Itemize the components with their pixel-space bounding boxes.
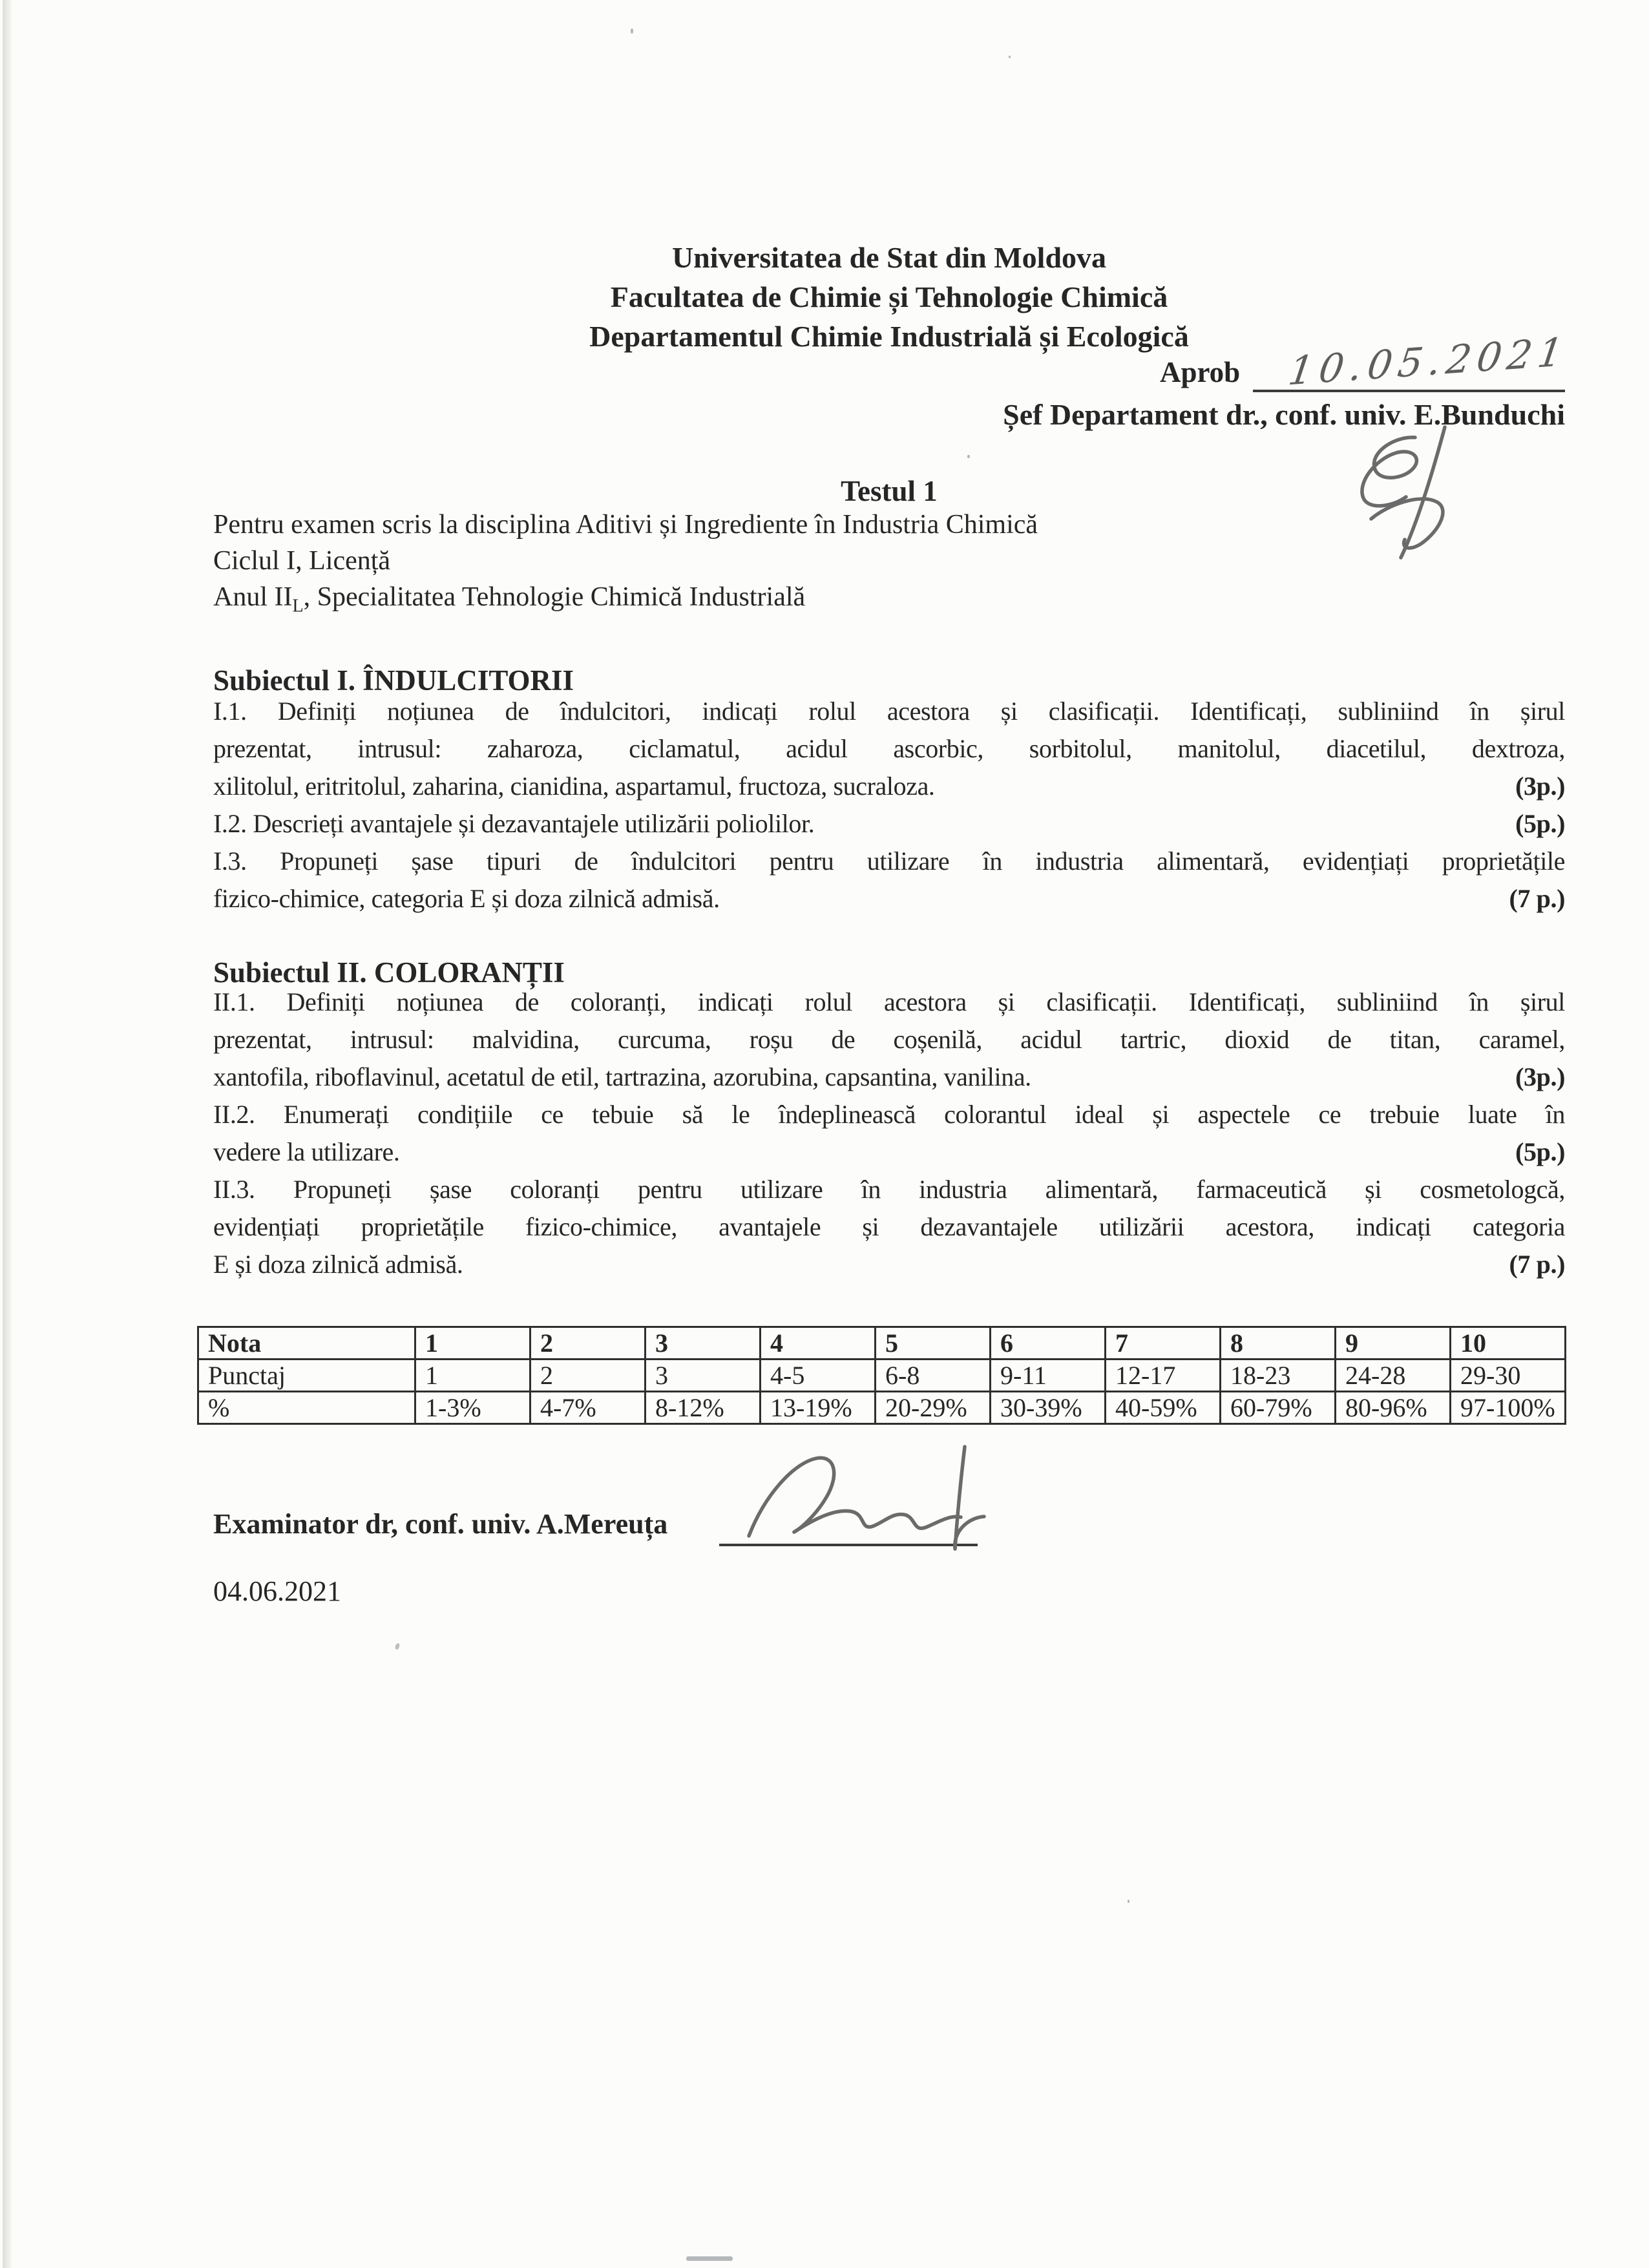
speciality-text: , Specialitatea Tehnologie Chimică Industrială <box>303 582 806 612</box>
table-cell: 4 <box>761 1327 876 1360</box>
table-cell: 3 <box>646 1360 761 1392</box>
item-ii1-text: xantofila, riboflavinul, acetatul de etil, tartrazina, azorubina, capsantina, vanilina. <box>213 1062 1031 1091</box>
item-i3-points: (7 p.) <box>1509 884 1565 913</box>
faculty-name: Facultatea de Chimie și Tehnologie Chimică <box>610 280 1168 313</box>
row-label-percent: % <box>198 1392 415 1424</box>
table-cell: 4-7% <box>530 1392 646 1424</box>
item-ii2-text: vedere la utilizare. <box>213 1137 400 1166</box>
subject1-heading: Subiectul I. ÎNDULCITORII <box>213 664 574 697</box>
item-ii3-points: (7 p.) <box>1509 1250 1565 1279</box>
table-cell: 12-17 <box>1106 1360 1221 1392</box>
table-cell: 1 <box>415 1327 530 1360</box>
table-cell: 1-3% <box>415 1392 530 1424</box>
table-cell: 9-11 <box>991 1360 1106 1392</box>
scan-speckle <box>1009 56 1011 58</box>
test-title: Testul 1 <box>841 475 938 507</box>
table-cell: 30-39% <box>991 1392 1106 1424</box>
item-i2-line1 <box>213 805 1565 843</box>
table-cell: 80-96% <box>1336 1392 1451 1424</box>
scan-speckle <box>1128 1900 1129 1903</box>
university-name: Universitatea de Stat din Moldova <box>671 241 1107 274</box>
grading-table <box>197 1326 1566 1425</box>
table-cell: 24-28 <box>1336 1360 1451 1392</box>
item-i1-line1: I.1. Definiți noțiunea de îndulcitori, indicați rolul acestora și clasificații. Identificați, subliniind în șirul <box>213 697 1565 726</box>
table-cell: 6 <box>991 1327 1106 1360</box>
item-i1-line3 <box>213 768 1565 805</box>
year-subscript: L <box>292 596 304 616</box>
item-ii3-text: E și doza zilnică admisă. <box>213 1250 463 1279</box>
item-ii1-line3 <box>213 1058 1565 1096</box>
examiner-signature <box>737 1442 1009 1558</box>
examiner-signature-line <box>719 1502 978 1546</box>
exam-discipline-line: Pentru examen scris la disciplina Aditivi și Ingrediente în Industria Chimică <box>213 510 1038 540</box>
table-cell: 8-12% <box>646 1392 761 1424</box>
exam-date: 04.06.2021 <box>213 1575 341 1607</box>
year-speciality-line <box>213 579 1565 624</box>
table-cell: 60-79% <box>1221 1392 1336 1424</box>
scan-speckle <box>967 455 970 458</box>
table-cell: 7 <box>1106 1327 1221 1360</box>
subject2-items <box>213 983 1565 1283</box>
row-label-nota: Nota <box>198 1327 415 1360</box>
item-ii2-line2 <box>213 1133 1565 1171</box>
table-cell: 40-59% <box>1106 1392 1221 1424</box>
item-ii1-line1: II.1. Definiți noțiunea de coloranți, indicați rolul acestora și clasificații. Identificați, subliniind în șirul <box>213 987 1565 1016</box>
document-header <box>213 238 1565 356</box>
item-ii1-points: (3p.) <box>1515 1062 1565 1091</box>
item-i1-points: (3p.) <box>1515 772 1565 801</box>
table-cell: 6-8 <box>876 1360 991 1392</box>
table-cell: 97-100% <box>1451 1392 1566 1424</box>
table-cell: 10 <box>1451 1327 1566 1360</box>
row-label-punctaj: Punctaj <box>198 1360 415 1392</box>
table-cell: 18-23 <box>1221 1360 1336 1392</box>
subject2-heading: Subiectul II. COLORANȚII <box>213 956 565 989</box>
item-ii2-points: (5p.) <box>1515 1137 1565 1166</box>
item-i3-line1: I.3. Propuneți șase tipuri de îndulcitori pentru utilizare în industria alimentară, evidențiați proprietățile <box>213 846 1565 876</box>
year-prefix: Anul II <box>213 582 293 612</box>
item-ii1-line2: prezentat, intrusul: malvidina, curcuma, roșu de coșenilă, acidul tartric, dioxid de titan, caramel, <box>213 1025 1565 1054</box>
item-i3-text: fizico-chimice, categoria E și doza zilnică admisă. <box>213 884 720 913</box>
examiner-row <box>213 1502 978 1546</box>
grading-table-row-percent <box>198 1392 1566 1424</box>
subject1-items <box>213 693 1565 918</box>
table-cell: 4-5 <box>761 1360 876 1392</box>
table-cell: 29-30 <box>1451 1360 1566 1392</box>
approval-signature-line <box>1253 329 1572 395</box>
item-i1-line2: prezentat, intrusul: zaharoza, ciclamatul, acidul ascorbic, sorbitolul, manitolul, diacetilul, dextroza, <box>213 734 1565 763</box>
item-ii2-line1: II.2. Enumerați condițiile ce tebuie să le îndeplinească colorantul ideal și aspectele ce trebuie luate în <box>213 1100 1565 1129</box>
item-i2-text: I.2. Descrieți avantajele și dezavantajele utilizării poliolilor. <box>213 809 815 838</box>
scanner-edge-shadow <box>3 0 12 2268</box>
scan-edge-mark <box>686 2256 733 2261</box>
table-cell: 1 <box>415 1360 530 1392</box>
scan-speckle <box>631 28 633 34</box>
department-head-line: Șef Departament dr., conf. univ. E.Bunduchi <box>1003 398 1565 431</box>
item-ii3-line3 <box>213 1246 1565 1283</box>
cycle-line: Ciclul I, Licență <box>213 546 391 576</box>
grading-table-row-nota <box>198 1327 1566 1360</box>
handwritten-approval-date: 10.05.2021 <box>1285 329 1572 395</box>
table-cell: 13-19% <box>761 1392 876 1424</box>
test-description <box>213 507 1565 624</box>
table-cell: 20-29% <box>876 1392 991 1424</box>
table-cell: 2 <box>530 1360 646 1392</box>
item-ii3-line2: evidențiați proprietățile fizico-chimice, avantajele și dezavantajele utilizării acestora, indicați categoria <box>213 1212 1565 1241</box>
table-cell: 9 <box>1336 1327 1451 1360</box>
table-cell: 8 <box>1221 1327 1336 1360</box>
approval-row <box>1160 329 1572 395</box>
examiner-label: Examinator dr, conf. univ. A.Mereuța <box>213 1508 668 1540</box>
grading-table-row-punctaj <box>198 1360 1566 1392</box>
table-cell: 3 <box>646 1327 761 1360</box>
table-cell: 2 <box>530 1327 646 1360</box>
department-name: Departamentul Chimie Industrială și Ecologică <box>589 320 1189 353</box>
item-i3-line2 <box>213 880 1565 918</box>
item-ii3-line1: II.3. Propuneți șase coloranți pentru utilizare în industria alimentară, farmaceutică și cosmetologcă, <box>213 1175 1565 1204</box>
item-i1-text: xilitolul, eritritolul, zaharina, cianidina, aspartamul, fructoza, sucraloza. <box>213 772 935 801</box>
table-cell: 5 <box>876 1327 991 1360</box>
approval-label: Aprob <box>1160 356 1241 388</box>
item-i2-points: (5p.) <box>1515 809 1565 838</box>
scan-speckle <box>395 1643 401 1650</box>
